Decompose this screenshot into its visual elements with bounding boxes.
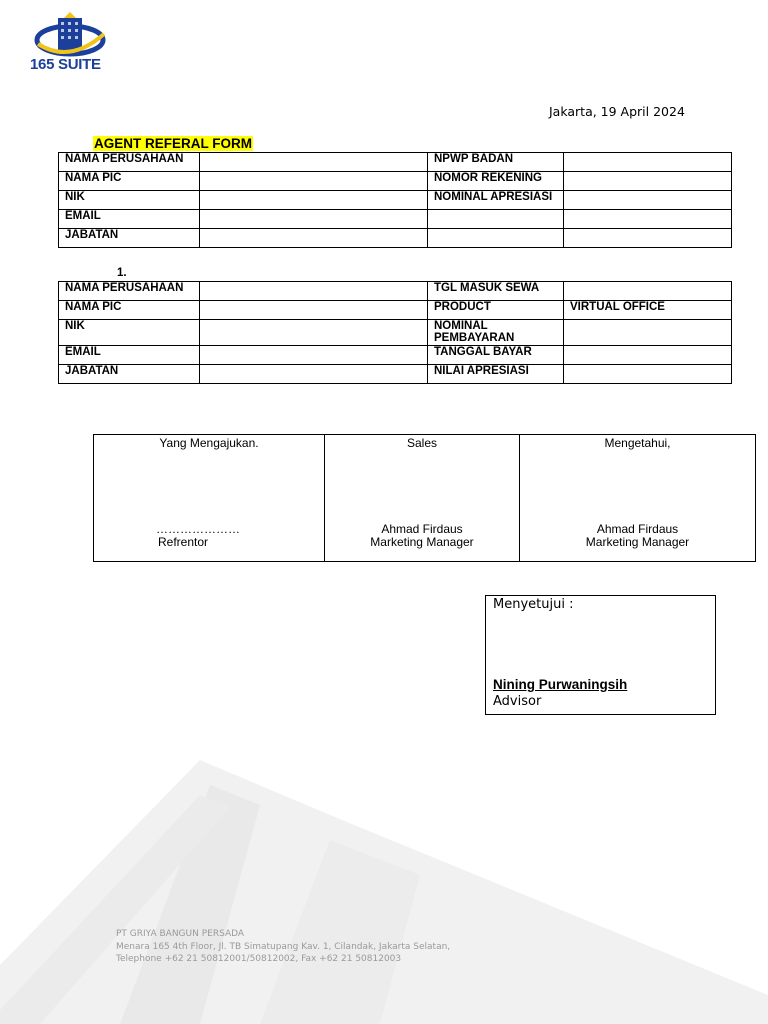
label-cell: EMAIL xyxy=(59,210,200,229)
value-cell[interactable] xyxy=(564,172,732,191)
label-cell: EMAIL xyxy=(59,346,200,365)
footer-company: PT GRIYA BANGUN PERSADA xyxy=(116,929,245,939)
value-cell[interactable] xyxy=(564,210,732,229)
label-cell: NIK xyxy=(59,191,200,210)
value-cell[interactable] xyxy=(564,153,732,172)
value-cell[interactable] xyxy=(200,346,428,365)
label-cell: TANGGAL BAYAR xyxy=(428,346,564,365)
value-cell[interactable] xyxy=(200,365,428,384)
value-cell[interactable] xyxy=(200,229,428,248)
value-cell[interactable] xyxy=(564,365,732,384)
label-cell: NPWP BADAN xyxy=(428,153,564,172)
approval-label: Menyetujui : xyxy=(493,597,574,612)
form-title: AGENT REFERAL FORM xyxy=(94,136,252,151)
signature-role: Marketing Manager xyxy=(370,535,474,549)
value-cell[interactable] xyxy=(564,346,732,365)
label-cell: TGL MASUK SEWA xyxy=(428,282,564,301)
value-cell[interactable] xyxy=(564,320,732,346)
footer-address: Menara 165 4th Floor, Jl. TB Simatupang Kav. 1, Cilandak, Jakarta Selatan, xyxy=(116,941,451,952)
table-row xyxy=(59,191,732,210)
agent-info-table xyxy=(58,152,732,248)
value-cell[interactable] xyxy=(200,172,428,191)
signature-name: Ahmad Firdaus xyxy=(381,522,463,536)
client-info-table xyxy=(58,281,732,384)
signature-cell-acknowledge[interactable] xyxy=(520,435,756,562)
table-row xyxy=(59,172,732,191)
signature-table xyxy=(93,434,756,562)
signature-role: Refrentor xyxy=(158,535,209,549)
signature-dots: ………………… xyxy=(156,522,240,536)
approver-name: Nining Purwaningsih xyxy=(493,677,628,692)
footer-phone: Telephone +62 21 50812001/50812002, Fax +62 21 50812003 xyxy=(116,954,402,964)
value-cell[interactable] xyxy=(200,153,428,172)
label-cell: NILAI APRESIASI xyxy=(428,365,564,384)
label-cell: PRODUCT xyxy=(428,301,564,320)
signature-heading: Mengetahui, xyxy=(604,436,671,450)
section-number: 1. xyxy=(117,267,127,279)
label-cell xyxy=(428,229,564,248)
table-row xyxy=(59,320,732,346)
logo-text: 165 SUITE xyxy=(30,56,101,73)
label-cell: JABATAN xyxy=(59,229,200,248)
label-cell: NOMOR REKENING xyxy=(428,172,564,191)
table-row xyxy=(59,153,732,172)
signature-heading: Sales xyxy=(406,436,438,450)
value-cell[interactable] xyxy=(200,210,428,229)
value-cell[interactable] xyxy=(200,320,428,346)
table-row xyxy=(59,346,732,365)
signature-name-line xyxy=(94,523,324,549)
table-row xyxy=(59,365,732,384)
table-row xyxy=(59,301,732,320)
signature-name: Ahmad Firdaus xyxy=(596,522,679,536)
label-cell: NAMA PIC xyxy=(59,301,200,320)
document-date: Jakarta, 19 April 2024 xyxy=(549,104,685,119)
label-cell: JABATAN xyxy=(59,365,200,384)
label-cell: NAMA PIC xyxy=(59,172,200,191)
signature-name-line xyxy=(325,523,519,549)
value-cell[interactable]: VIRTUAL OFFICE xyxy=(564,301,732,320)
value-cell[interactable] xyxy=(200,191,428,210)
label-cell: NIK xyxy=(59,320,200,346)
value-cell[interactable] xyxy=(200,301,428,320)
signature-cell-sales[interactable] xyxy=(325,435,520,562)
value-cell[interactable] xyxy=(200,282,428,301)
approval-box[interactable] xyxy=(485,595,716,715)
value-cell[interactable] xyxy=(564,229,732,248)
label-cell xyxy=(428,210,564,229)
value-cell[interactable] xyxy=(564,282,732,301)
table-row xyxy=(59,282,732,301)
label-cell: NAMA PERUSAHAAN xyxy=(59,282,200,301)
signature-role: Marketing Manager xyxy=(585,535,690,549)
signature-name-line xyxy=(520,523,755,549)
signature-heading: Yang Mengajukan. xyxy=(159,436,259,450)
label-cell: NOMINAL APRESIASI xyxy=(428,191,564,210)
approver-role: Advisor xyxy=(493,694,542,709)
footer xyxy=(116,928,450,966)
label-cell: NOMINAL PEMBAYARAN xyxy=(428,320,564,346)
value-cell[interactable] xyxy=(564,191,732,210)
table-row xyxy=(59,210,732,229)
label-cell: NAMA PERUSAHAAN xyxy=(59,153,200,172)
watermark-logo xyxy=(0,755,768,1024)
signature-cell-applicant[interactable] xyxy=(94,435,325,562)
table-row xyxy=(59,229,732,248)
